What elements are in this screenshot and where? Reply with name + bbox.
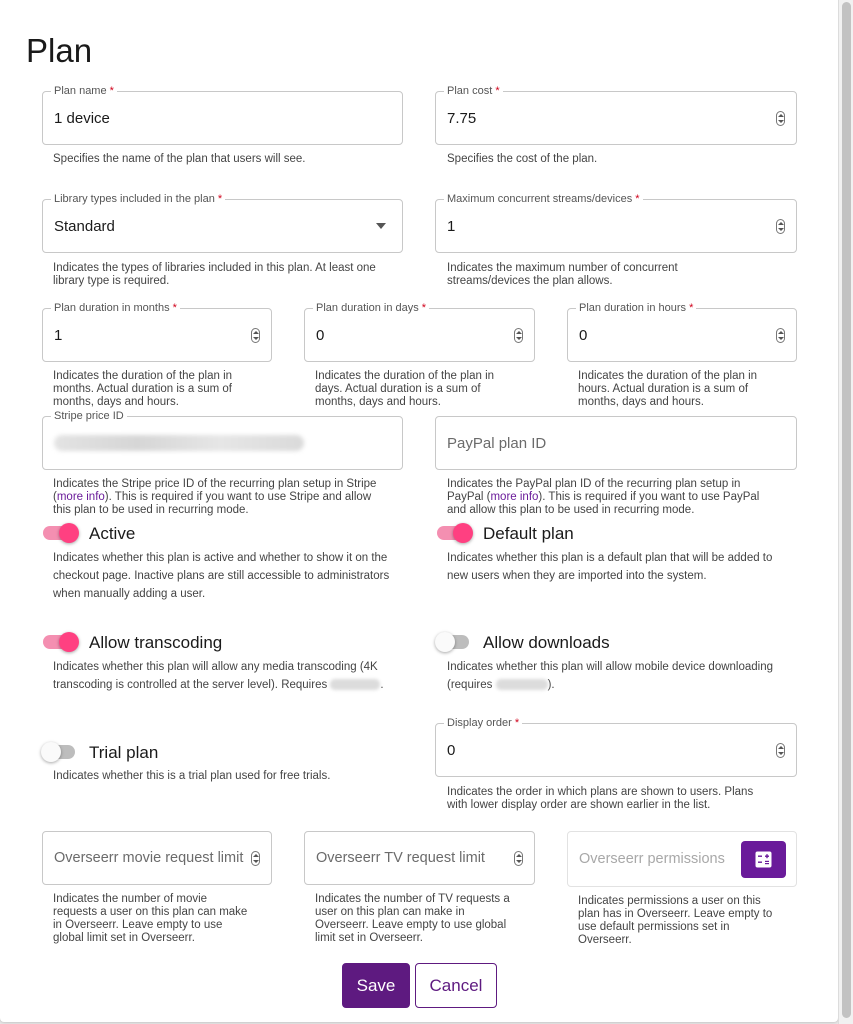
stripe-price-id-redacted	[54, 435, 304, 451]
duration-months-input[interactable]	[42, 302, 272, 362]
caret-down-icon[interactable]	[376, 223, 386, 229]
duration-months-label: Plan duration in months *	[51, 301, 180, 315]
default-plan-help: Indicates whether this plan is a default plan that will be added to new users when they are imported into the system.	[447, 552, 773, 582]
overseerr-tv-stepper[interactable]	[514, 851, 523, 866]
plan-cost-label: Plan cost *	[444, 84, 503, 98]
allow-downloads-label: Allow downloads	[483, 633, 610, 652]
allow-downloads-toggle[interactable]	[435, 632, 473, 652]
overseerr-movie-limit-input[interactable]	[42, 831, 272, 885]
library-types-label: Library types included in the plan *	[51, 192, 225, 206]
duration-months-value: 1	[54, 326, 63, 344]
duration-months-help: Indicates the duration of the plan in months. Actual duration is a sum of months, days and hours.	[53, 370, 233, 408]
duration-days-label: Plan duration in days *	[313, 301, 429, 315]
calculator-icon	[755, 851, 772, 868]
plan-name-value: 1 device	[54, 109, 110, 127]
overseerr-movie-placeholder: Overseerr movie request limit	[54, 850, 244, 866]
paypal-plan-id-input[interactable]	[435, 416, 797, 470]
display-order-label: Display order *	[444, 716, 522, 730]
duration-hours-input[interactable]	[567, 302, 797, 362]
paypal-plan-id-placeholder: PayPal plan ID	[447, 434, 547, 452]
overseerr-tv-help: Indicates the number of TV requests a user on this plan can make in Overseerr. Leave empty to use global limit set in Overseerr.	[315, 893, 510, 944]
library-types-help: Indicates the types of libraries included in this plan. At least one library type is required.	[53, 262, 376, 287]
overseerr-permissions-input[interactable]	[567, 831, 797, 887]
plan-cost-input[interactable]	[435, 85, 797, 145]
save-button[interactable]: Save	[342, 963, 410, 1008]
scrollbar[interactable]	[838, 0, 853, 1024]
trial-plan-help: Indicates whether this is a trial plan used for free trials.	[53, 770, 331, 782]
plan-cost-help: Specifies the cost of the plan.	[447, 153, 598, 165]
overseerr-permissions-help: Indicates permissions a user on this plan has in Overseerr. Leave empty to use default permissions set in Overseerr.	[578, 895, 773, 946]
stripe-price-id-label: Stripe price ID	[51, 409, 127, 423]
default-plan-label: Default plan	[483, 524, 574, 543]
plan-cost-stepper[interactable]	[776, 111, 785, 126]
allow-transcoding-toggle[interactable]	[41, 632, 79, 652]
trial-plan-label: Trial plan	[89, 743, 159, 762]
active-label: Active	[89, 524, 136, 543]
allow-transcoding-help: Indicates whether this plan will allow any media transcoding (4K transcoding is controlled at the server level). Requires .	[53, 661, 384, 691]
plan-name-label: Plan name *	[51, 84, 117, 98]
redacted-text	[496, 679, 548, 690]
stripe-more-info-link[interactable]: more info	[56, 491, 105, 503]
allow-transcoding-label: Allow transcoding	[89, 633, 223, 652]
display-order-help: Indicates the order in which plans are shown to users. Plans with lower display order are shown earlier in the list.	[447, 786, 754, 811]
overseerr-movie-help: Indicates the number of movie requests a user on this plan can make in Overseerr. Leave empty to use global limit set in Overseerr.	[53, 893, 248, 944]
duration-hours-label: Plan duration in hours *	[576, 301, 696, 315]
trial-plan-toggle[interactable]	[41, 742, 79, 762]
active-help: Indicates whether this plan is active and whether to show it on the checkout page. Inactive plans are still accessible to administrators when manually adding a user.	[53, 552, 390, 600]
default-plan-toggle[interactable]	[435, 523, 473, 543]
duration-days-stepper[interactable]	[514, 328, 523, 343]
max-streams-value: 1	[447, 217, 456, 235]
library-types-value: Standard	[54, 217, 115, 235]
paypal-plan-id-help: Indicates the PayPal plan ID of the recurring plan setup in PayPal (more info). This is required if you want to use PayPal and allow this plan to be used in recurring mode.	[447, 478, 760, 516]
plan-name-input[interactable]	[42, 85, 403, 145]
page-title: Plan	[26, 32, 93, 69]
max-streams-input[interactable]	[435, 193, 797, 253]
plan-name-help: Specifies the name of the plan that users will see.	[53, 153, 306, 165]
cancel-button[interactable]: Cancel	[415, 963, 497, 1008]
redacted-text	[330, 679, 380, 690]
library-types-select[interactable]	[42, 193, 403, 253]
stripe-price-id-input[interactable]	[42, 410, 403, 470]
max-streams-label: Maximum concurrent streams/devices *	[444, 192, 643, 206]
overseerr-movie-stepper[interactable]	[251, 851, 260, 866]
duration-hours-value: 0	[579, 326, 588, 344]
display-order-stepper[interactable]	[776, 743, 785, 758]
duration-days-input[interactable]	[304, 302, 535, 362]
active-toggle[interactable]	[41, 523, 79, 543]
duration-days-value: 0	[316, 326, 325, 344]
display-order-input[interactable]	[435, 717, 797, 777]
paypal-more-info-link[interactable]: more info	[490, 491, 539, 503]
duration-days-help: Indicates the duration of the plan in days. Actual duration is a sum of months, days and hours.	[315, 370, 495, 408]
overseerr-permissions-placeholder: Overseerr permissions	[579, 851, 725, 867]
duration-hours-stepper[interactable]	[776, 328, 785, 343]
max-streams-help: Indicates the maximum number of concurrent streams/devices the plan allows.	[447, 262, 678, 287]
max-streams-stepper[interactable]	[776, 219, 785, 234]
overseerr-tv-limit-input[interactable]	[304, 831, 535, 885]
plan-cost-value: 7.75	[447, 109, 477, 127]
scrollbar-thumb[interactable]	[842, 2, 851, 1018]
permissions-calculator-button[interactable]	[741, 841, 786, 878]
overseerr-tv-placeholder: Overseerr TV request limit	[316, 850, 485, 866]
duration-months-stepper[interactable]	[251, 328, 260, 343]
display-order-value: 0	[447, 741, 456, 759]
duration-hours-help: Indicates the duration of the plan in hours. Actual duration is a sum of months, days and hours.	[578, 370, 758, 408]
allow-downloads-help: Indicates whether this plan will allow mobile device downloading (requires ).	[447, 661, 774, 691]
stripe-price-id-help: Indicates the Stripe price ID of the recurring plan setup in Stripe (more info). This is required if you want to use Stripe and allow this plan to be used in recurring mode.	[53, 478, 377, 516]
